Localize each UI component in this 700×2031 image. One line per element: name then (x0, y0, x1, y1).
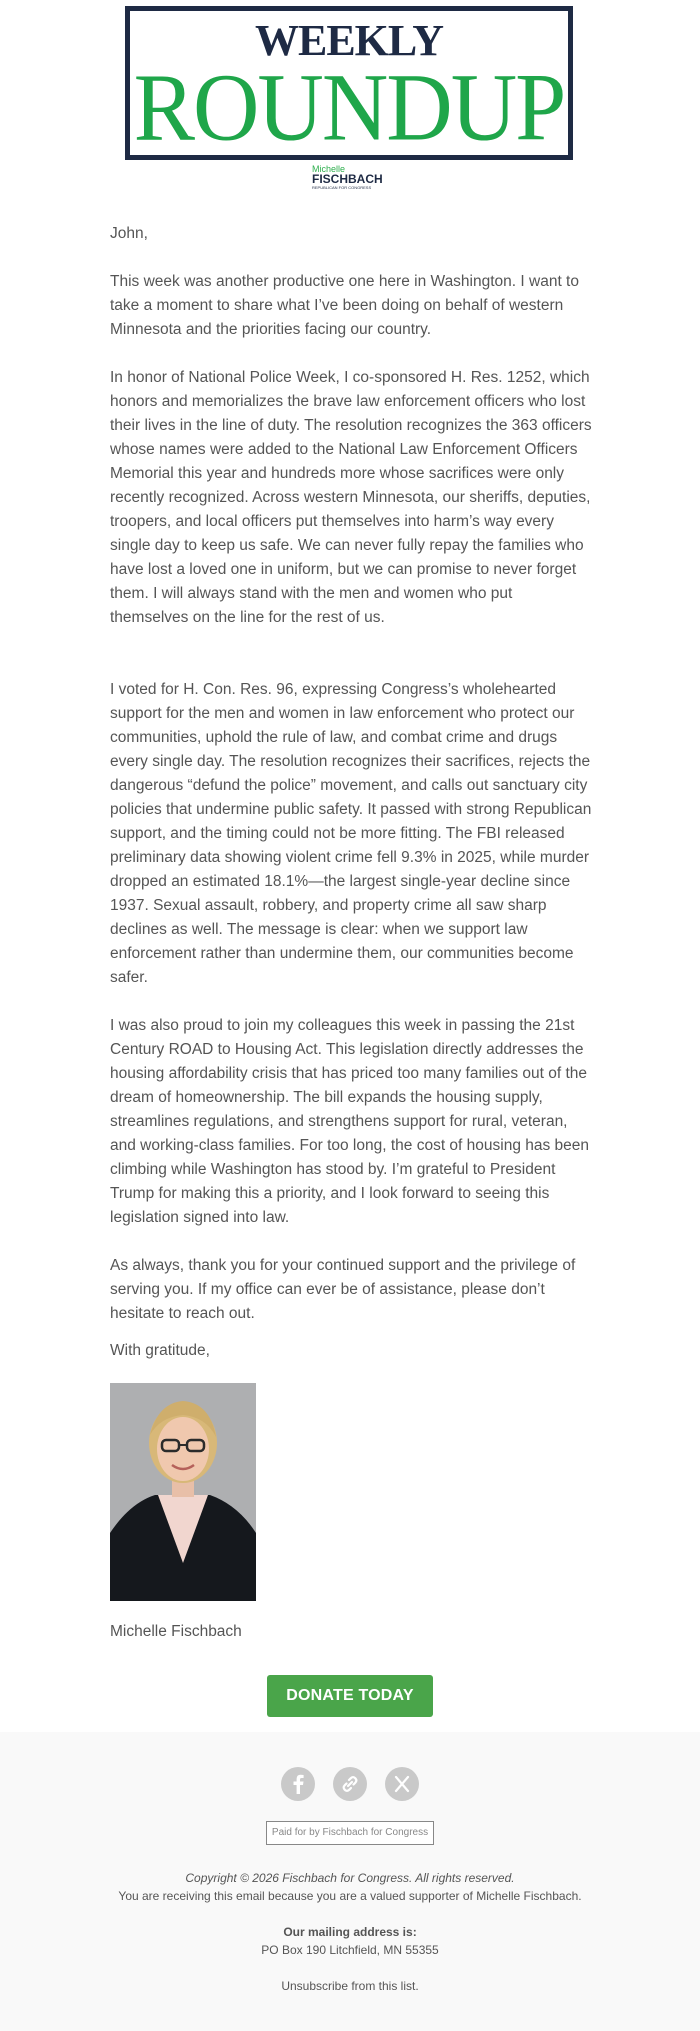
paragraph-police-week (110, 366, 592, 630)
logo-first-name: Michelle (312, 164, 346, 174)
banner-weekly-text: WEEKLY (254, 16, 443, 65)
greeting (110, 222, 592, 246)
x-icon[interactable] (385, 1767, 419, 1801)
paragraph-text: In honor of National Police Week, I co-sponsored H. Res. 1252, which honors and memorializes the brave law enforcement officers who lost their lives in the line of duty. The resolution recognizes the 363 officers whose names were added to the National Law Enforcement Officers Memorial this year and hundreds more whose sacrifices were only recently recognized. Across western Minnesota, our sheriffs, deputies, troopers, and local officers put themselves into harm’s way every single day to keep us safe. We can never fully repay the families who have lost a loved one in uniform, but we can promise to never forget them. I will always stand with the men and women who put themselves on the line for the rest of us. (110, 369, 592, 626)
mailing-address-label: Our mailing address is: (283, 1925, 417, 1939)
paragraph-text: I was also proud to join my colleagues this week in passing the 21st Century ROAD to Housing Act. This legislation directly addresses the housing affordability crisis that has priced too many families out of the dream of homeownership. The bill expands the housing supply, streamlines regulations, and strengthens support for rural, veteran, and working-class families. For too long, the cost of housing has been climbing while Washington has stood by. I’m grateful to President Trump for making this a priority, and I look forward to seeing this legislation signed into law. (110, 1017, 590, 1226)
paragraph-text: I voted for H. Con. Res. 96, expressing Congress’s wholehearted support for the men and women in law enforcement who protect our communities, uphold the rule of law, and combat crime and drugs every single day. The resolution recognizes their sacrifices, rejects the dangerous “defund the police” movement, and calls out sanctuary city policies that undermine public safety. It passed with strong Republican support, and the timing could not be more fitting. The FBI released preliminary data showing violent crime fell 9.3% in 2025, while murder dropped an estimated 18.1%—the largest single-year decline since 1937. Sexual assault, robbery, and property crime all saw sharp declines as well. The message is clear: when we support law enforcement rather than undermine them, our communities become safer. (110, 681, 592, 986)
paragraph-text: As always, thank you for your continued support and the privilege of serving you. If my office can ever be of assistance, please don’t hesitate to reach out. (110, 1257, 576, 1322)
paragraph-text: This week was another productive one here in Washington. I want to take a moment to share what I’ve been doing on behalf of western Minnesota and the priorities facing our country. (110, 273, 579, 338)
unsubscribe-link[interactable]: Unsubscribe from this list. (281, 1979, 419, 1993)
paragraph-closing (110, 1254, 592, 1326)
weekly-roundup-banner (125, 6, 573, 160)
signature-name: Michelle Fischbach (110, 1623, 242, 1640)
receiving-notice: You are receiving this email because you are a valued supporter of Michelle Fischbach. (118, 1889, 582, 1903)
banner-roundup-text: ROUNDUP (133, 53, 565, 161)
paragraph-intro (110, 270, 592, 342)
donate-button[interactable]: DONATE TODAY (267, 1675, 433, 1717)
link-icon[interactable] (333, 1767, 367, 1801)
logo-tagline: REPUBLICAN FOR CONGRESS (312, 185, 372, 190)
paragraph-law-enforcement (110, 678, 592, 990)
greeting-text: John, (110, 225, 148, 242)
closing-text: With gratitude, (110, 1342, 210, 1359)
paragraph-housing (110, 1014, 592, 1230)
portrait-photo (110, 1383, 256, 1601)
mailing-address: PO Box 190 Litchfield, MN 55355 (261, 1943, 439, 1957)
closing-line (110, 1339, 592, 1363)
facebook-icon[interactable] (281, 1767, 315, 1801)
campaign-logo (300, 164, 400, 194)
paid-for-disclaimer: Paid for by Fischbach for Congress (266, 1821, 434, 1845)
signature (110, 1620, 592, 1644)
copyright-text: Copyright © 2026 Fischbach for Congress. All rights reserved. (185, 1871, 515, 1885)
logo-last-name: FISCHBACH (312, 172, 383, 186)
portrait-illustration (110, 1383, 256, 1601)
